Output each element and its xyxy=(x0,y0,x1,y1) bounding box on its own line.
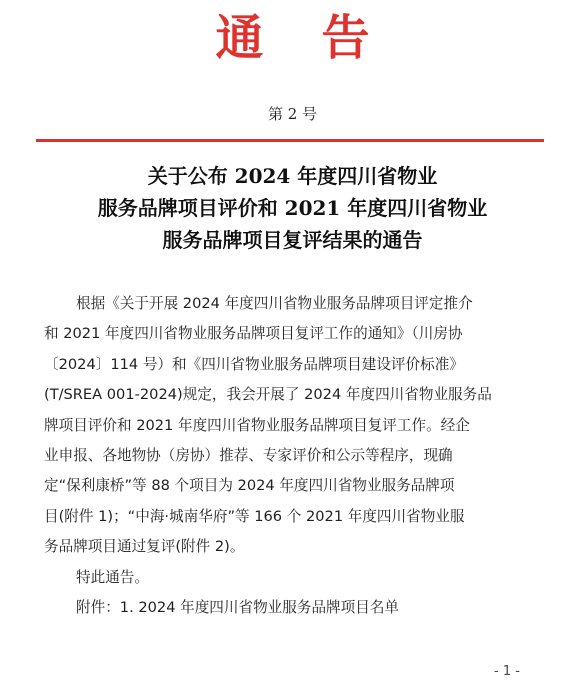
document-title xyxy=(20,160,565,256)
title-line: 关于公布 2024 年度四川省物业 xyxy=(147,164,438,188)
body-line: 务品牌项目通过复评(附件 2)。 xyxy=(44,538,245,556)
document-number: 第 2 号 xyxy=(267,105,318,123)
body-line: 业申报、各地物协（房协）推荐、专家评价和公示等程序，现确 xyxy=(44,447,453,465)
attachment-line: 附件：1. 2024 年度四川省物业服务品牌项目名单 xyxy=(76,599,400,617)
body-line: (T/SREA 001-2024)规定，我会开展了 2024 年度四川省物业服务品 xyxy=(44,386,492,404)
body-line: 根据《关于开展 2024 年度四川省物业服务品牌项目评定推介 xyxy=(76,295,473,312)
red-divider-line xyxy=(36,139,544,142)
body-line: 和 2021 年度四川省物业服务品牌项目复评工作的通知》（川房协 xyxy=(44,325,463,343)
body-line: 目(附件 1)；“中海·城南华府”等 166 个 2021 年度四川省物业服 xyxy=(44,507,465,525)
notice-header-title: 通告 xyxy=(215,10,428,66)
title-line: 服务品牌项目复评结果的通告 xyxy=(162,228,423,252)
document-body xyxy=(44,289,544,623)
body-line: 牌项目评价和 2021 年度四川省物业服务品牌项目复评工作。经企 xyxy=(44,416,470,434)
closing-line: 特此通告。 xyxy=(76,568,149,586)
title-line: 服务品牌项目评价和 2021 年度四川省物业 xyxy=(97,196,488,220)
body-line: 〔2024〕114 号）和《四川省物业服务品牌项目建设评价标准》 xyxy=(44,355,464,373)
page-number: - 1 - xyxy=(494,664,520,679)
body-line: 定“保利康桥”等 88 个项目为 2024 年度四川省物业服务品牌项 xyxy=(44,477,455,495)
